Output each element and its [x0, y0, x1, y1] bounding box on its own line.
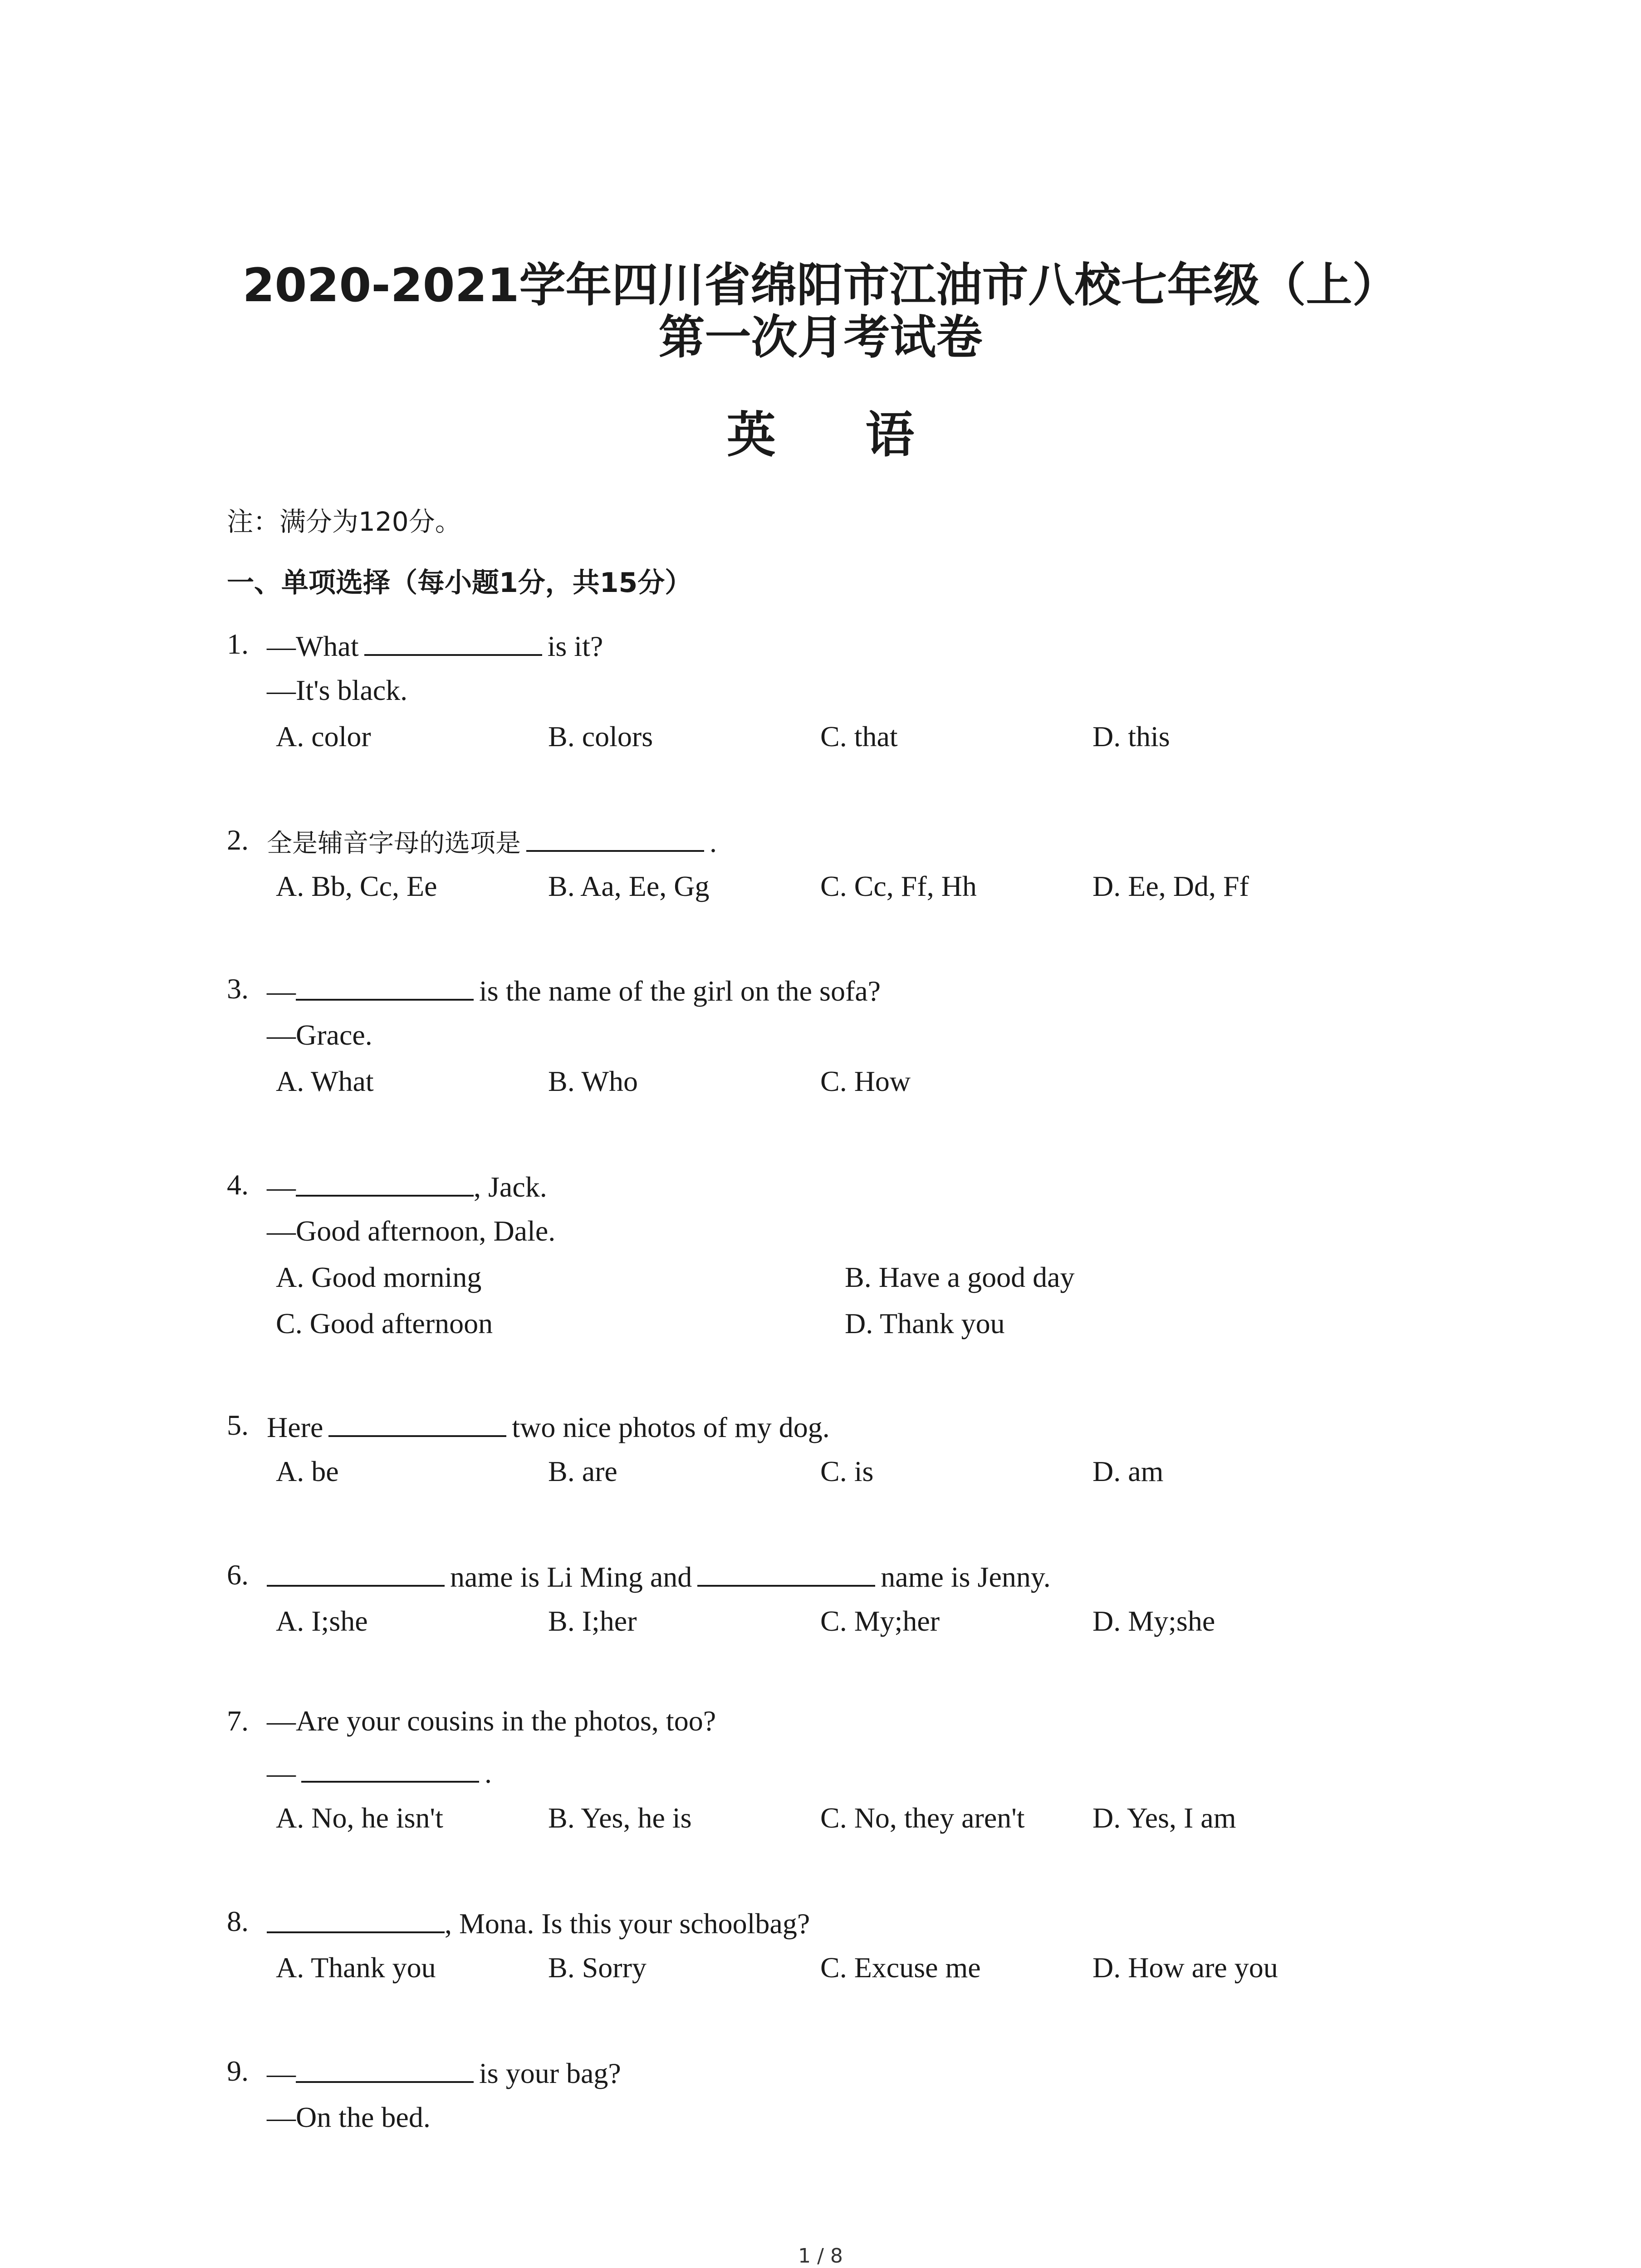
- stem-text: —: [267, 975, 296, 1007]
- option-c[interactable]: C. Good afternoon: [276, 1307, 493, 1339]
- answer-blank: [526, 822, 704, 852]
- option-b[interactable]: B. Who: [548, 1065, 638, 1097]
- question-stem: [267, 822, 717, 862]
- option-c[interactable]: C. is: [820, 1455, 874, 1487]
- option-a[interactable]: A. No, he isn't: [276, 1802, 443, 1834]
- option-b[interactable]: B. Aa, Ee, Gg: [548, 870, 710, 902]
- option-c[interactable]: C. No, they aren't: [820, 1802, 1025, 1834]
- question-number: 6.: [227, 1559, 249, 1591]
- stem-text: 全是辅音字母的选项是: [267, 829, 521, 858]
- question-number: 5.: [227, 1409, 249, 1441]
- stem-text: , Mona. Is this your schoolbag?: [445, 1907, 810, 1940]
- answer-line: —It's black.: [267, 674, 408, 706]
- question-number: 8.: [227, 1905, 249, 1937]
- option-b[interactable]: B. Have a good day: [845, 1261, 1075, 1293]
- option-a[interactable]: A. Thank you: [276, 1951, 436, 1984]
- option-b[interactable]: B. I;her: [548, 1605, 637, 1637]
- answer-line: —Good afternoon, Dale.: [267, 1215, 556, 1247]
- option-a[interactable]: A. What: [276, 1065, 374, 1097]
- answer-blank: [328, 1407, 506, 1437]
- stem-text: name is Li Ming and: [450, 1561, 692, 1593]
- option-a[interactable]: A. color: [276, 720, 371, 753]
- stem-text: two nice photos of my dog.: [512, 1411, 830, 1443]
- option-d[interactable]: D. Ee, Dd, Ff: [1092, 870, 1249, 902]
- option-b[interactable]: B. Sorry: [548, 1951, 647, 1984]
- question-number: 3.: [227, 973, 249, 1005]
- option-a[interactable]: A. I;she: [276, 1605, 368, 1637]
- option-a[interactable]: A. Good morning: [276, 1261, 482, 1293]
- stem-text: Here: [267, 1411, 323, 1443]
- question-number: 4.: [227, 1168, 249, 1201]
- answer-line: —Grace.: [267, 1019, 372, 1051]
- stem-text: —: [267, 1171, 296, 1203]
- question-stem: [267, 1167, 547, 1205]
- question-stem: [267, 626, 603, 665]
- answer-blank: [267, 1903, 445, 1933]
- question-number: 7.: [227, 1705, 249, 1737]
- page-number: 1 / 8: [798, 2244, 843, 2268]
- answer-blank: [296, 1167, 474, 1197]
- section-title: 一、单项选择（每小题1分，共15分）: [227, 567, 692, 599]
- question-stem: [267, 1557, 1051, 1595]
- answer-line: —On the bed.: [267, 2101, 431, 2133]
- answer-blank: [296, 2053, 474, 2083]
- option-c[interactable]: C. How: [820, 1065, 911, 1097]
- question-stem: —Are your cousins in the photos, too?: [267, 1705, 716, 1737]
- stem-text: .: [710, 826, 717, 858]
- option-b[interactable]: B. are: [548, 1455, 617, 1487]
- score-note: 注：满分为120分。: [227, 506, 461, 537]
- stem-text: .: [485, 1757, 492, 1789]
- option-d[interactable]: D. How are you: [1092, 1951, 1278, 1984]
- stem-text: is your bag?: [479, 2057, 621, 2089]
- option-c[interactable]: C. My;her: [820, 1605, 940, 1637]
- answer-blank: [296, 971, 474, 1001]
- answer-blank: [301, 1753, 479, 1783]
- option-d[interactable]: D. this: [1092, 720, 1170, 753]
- option-d[interactable]: D. am: [1092, 1455, 1164, 1487]
- stem-text: , Jack.: [474, 1171, 547, 1203]
- option-a[interactable]: A. Bb, Cc, Ee: [276, 870, 437, 902]
- question-stem: [267, 1407, 830, 1446]
- exam-title-line1: 2020-2021学年四川省绵阳市江油市八校七年级（上）: [242, 259, 1399, 313]
- option-c[interactable]: C. Excuse me: [820, 1951, 981, 1984]
- question-number: 9.: [227, 2055, 249, 2087]
- question-stem: [267, 971, 881, 1009]
- subject-heading: 英 语: [726, 407, 951, 464]
- option-c[interactable]: C. Cc, Ff, Hh: [820, 870, 977, 902]
- stem-text: —What: [267, 630, 359, 662]
- question-number: 1.: [227, 628, 249, 660]
- answer-blank: [697, 1557, 875, 1587]
- option-a[interactable]: A. be: [276, 1455, 339, 1487]
- question-number: 2.: [227, 824, 249, 856]
- stem-text: is the name of the girl on the sofa?: [479, 975, 881, 1007]
- stem-text: name is Jenny.: [881, 1561, 1051, 1593]
- stem-text: —: [267, 1757, 296, 1789]
- option-d[interactable]: D. Thank you: [845, 1307, 1005, 1339]
- stem-text: —: [267, 2057, 296, 2089]
- question-stem: [267, 1903, 810, 1942]
- option-b[interactable]: B. colors: [548, 720, 653, 753]
- option-b[interactable]: B. Yes, he is: [548, 1802, 692, 1834]
- option-c[interactable]: C. that: [820, 720, 898, 753]
- answer-blank: [267, 1557, 445, 1587]
- answer-blank: [364, 626, 542, 656]
- option-d[interactable]: D. My;she: [1092, 1605, 1215, 1637]
- answer-line: [267, 1753, 492, 1791]
- stem-text: is it?: [547, 630, 603, 662]
- option-d[interactable]: D. Yes, I am: [1092, 1802, 1236, 1834]
- question-stem: [267, 2053, 621, 2092]
- exam-title-line2: 第一次月考试卷: [658, 311, 983, 365]
